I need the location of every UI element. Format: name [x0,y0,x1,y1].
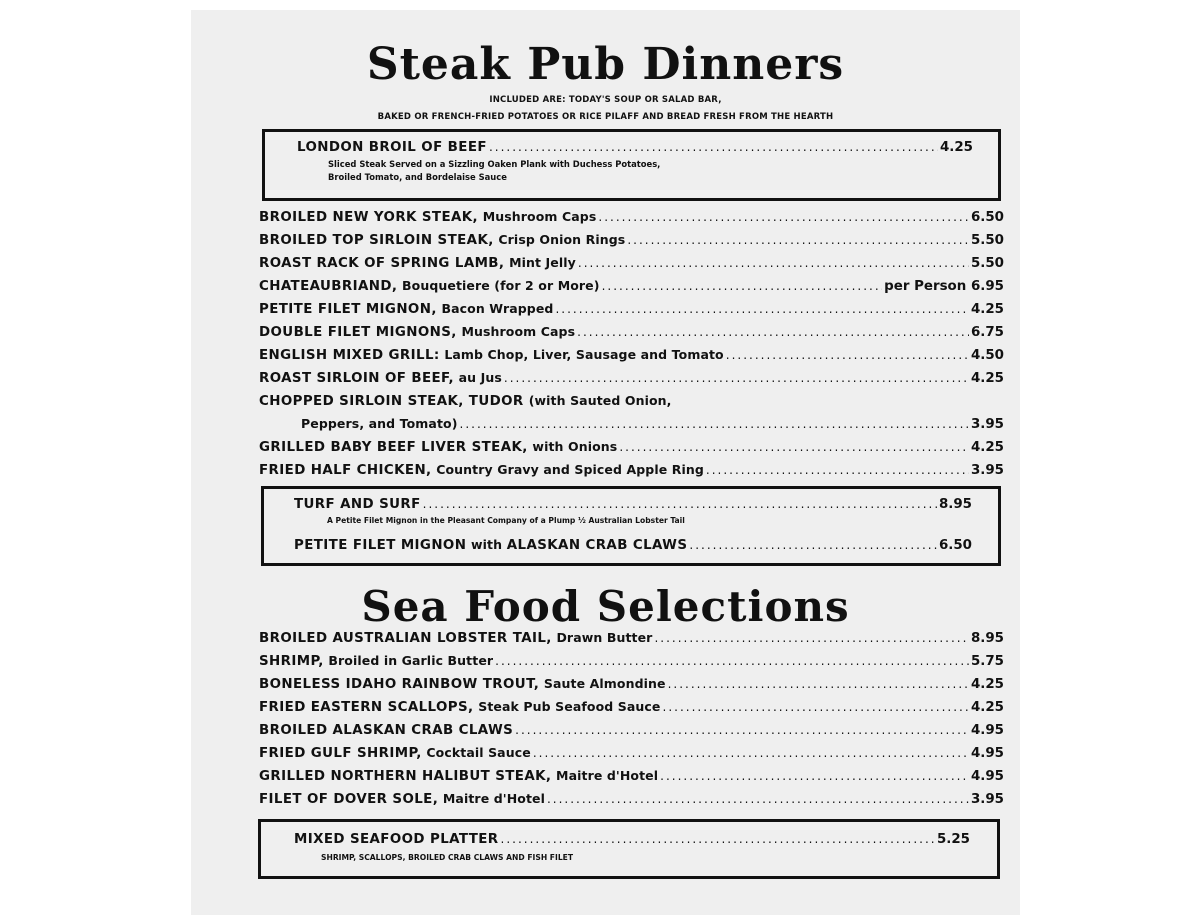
item-desc: Bouquetiere (for 2 or More) [402,278,600,293]
menu-item-first-line [259,391,672,412]
menu-item [259,743,1004,763]
item-price: 4.95 [970,746,1004,761]
item-name: BROILED ALASKAN CRAB CLAWS [259,723,514,738]
item-name: PETITE FILET MIGNON, [259,302,437,317]
item-name: DOUBLE FILET MIGNONS, [259,325,457,340]
item-price: 8.95 [970,631,1004,646]
item-note: A Petite Filet Mignon in the Pleasant Company of a Plump ½ Australian Lobster Tail [327,516,685,525]
item-price: 3.95 [970,792,1004,807]
seafood-section-title: Sea Food Selections [361,582,850,631]
menu-item-mixed-seafood-platter [294,829,970,849]
item-name: CHATEAUBRIAND, [259,279,398,294]
item-name: ROAST SIRLOIN OF BEEF, [259,371,454,386]
leader-dots [668,674,969,694]
leader-dots [423,494,937,514]
leader-dots [501,829,935,849]
menu-item [259,322,1004,342]
item-price: 4.25 [970,700,1004,715]
leader-dots [663,697,969,717]
item-name: GRILLED NORTHERN HALIBUT STEAK, [259,769,552,784]
item-desc: with Onions [532,439,618,454]
item-desc: Saute Almondine [543,676,666,691]
item-name: TURF AND SURF [294,497,421,512]
item-note-line-1: Sliced Steak Served on a Sizzling Oaken Plank with Duchess Potatoes, [328,159,661,169]
featured-seafood-platter-box [258,819,1000,879]
item-name: FRIED HALF CHICKEN, [259,463,432,478]
menu-item [259,651,1004,671]
item-price: 3.95 [970,463,1004,478]
item-desc: Lamb Chop, Liver, Sausage and Tomato [444,347,724,362]
item-price: 4.25 [970,302,1004,317]
item-desc: Bacon Wrapped [441,301,554,316]
leader-dots [460,414,969,434]
menu-item [259,276,1004,296]
item-price: 5.75 [970,654,1004,669]
item-note-line-2: Broiled Tomato, and Bordelaise Sauce [328,172,507,182]
leader-dots [495,651,969,671]
leader-dots [689,535,937,555]
leader-dots [577,322,969,342]
included-line-1: INCLUDED ARE: TODAY'S SOUP OR SALAD BAR, [489,95,722,105]
item-desc: Drawn Butter [556,630,653,645]
leader-dots [555,299,968,319]
item-desc: Broiled in Garlic Butter [328,653,494,668]
item-desc: Country Gravy and Spiced Apple Ring [436,462,704,477]
featured-london-broil-box [262,129,1001,201]
leader-dots [533,743,969,763]
menu-item [259,674,1004,694]
leader-dots [602,276,883,296]
item-price: 4.25 [970,440,1004,455]
item-name-2: ALASKAN CRAB CLAWS [506,538,688,553]
leader-dots [627,230,969,250]
menu-item [259,299,1004,319]
menu-item [259,345,1004,365]
item-desc: Mushroom Caps [461,324,576,339]
item-price: 4.25 [939,140,973,155]
item-price: 4.95 [970,723,1004,738]
menu-item [259,697,1004,717]
item-price: 8.95 [938,497,972,512]
item-desc: Maitre d'Hotel [556,768,659,783]
item-desc: Mushroom Caps [482,209,597,224]
item-price: 4.50 [970,348,1004,363]
item-name: ROAST RACK OF SPRING LAMB, [259,256,505,271]
item-price: 6.50 [938,538,972,553]
menu-page [191,10,1020,915]
item-price: 6.50 [970,210,1004,225]
item-price: 4.95 [970,769,1004,784]
item-desc: (with Sauted Onion, [528,393,672,408]
item-price: 4.25 [970,371,1004,386]
item-desc: with [471,537,503,552]
item-name: BROILED AUSTRALIAN LOBSTER TAIL, [259,631,552,646]
item-price: 3.95 [970,417,1004,432]
item-name: BONELESS IDAHO RAINBOW TROUT, [259,677,540,692]
item-desc: Steak Pub Seafood Sauce [478,699,661,714]
item-name: FRIED GULF SHRIMP, [259,746,422,761]
item-desc: au Jus [458,370,502,385]
item-name: ENGLISH MIXED GRILL: [259,348,440,363]
leader-dots [654,628,969,648]
menu-item [259,789,1004,809]
item-name: FRIED EASTERN SCALLOPS, [259,700,474,715]
item-note: SHRIMP, SCALLOPS, BROILED CRAB CLAWS AND FISH FILET [321,853,574,862]
menu-item [259,253,1004,273]
leader-dots [547,789,969,809]
menu-item [259,207,1004,227]
menu-item [259,720,1004,740]
menu-item [259,460,1004,480]
item-price: 5.50 [970,256,1004,271]
item-name: MIXED SEAFOOD PLATTER [294,832,499,847]
item-name: SHRIMP, [259,654,324,669]
combo-box [261,486,1001,566]
item-name: CHOPPED SIRLOIN STEAK, TUDOR [259,394,524,409]
item-price: 6.75 [970,325,1004,340]
menu-item [259,437,1004,457]
leader-dots [660,766,969,786]
menu-item [259,766,1004,786]
item-price: 5.50 [970,233,1004,248]
included-line-2: BAKED OR FRENCH-FRIED POTATOES OR RICE PILAFF AND BREAD FRESH FROM THE HEARTH [377,112,834,122]
menu-item [259,230,1004,250]
steak-section-title: Steak Pub Dinners [366,39,845,90]
leader-dots [726,345,969,365]
item-name: GRILLED BABY BEEF LIVER STEAK, [259,440,528,455]
leader-dots [598,207,969,227]
item-name: PETITE FILET MIGNON [294,538,467,553]
leader-dots [619,437,969,457]
menu-item [301,414,1004,434]
leader-dots [515,720,969,740]
item-price: 5.25 [936,832,970,847]
item-desc-line-2: Peppers, and Tomato) [301,416,458,431]
leader-dots [706,460,969,480]
item-name: BROILED TOP SIRLOIN STEAK, [259,233,494,248]
item-desc: Cocktail Sauce [426,745,531,760]
item-desc: Mint Jelly [509,255,576,270]
item-price: per Person 6.95 [884,279,1004,294]
menu-item-turf-and-surf [294,494,972,514]
leader-dots [578,253,969,273]
item-desc: Maitre d'Hotel [442,791,545,806]
item-name: BROILED NEW YORK STEAK, [259,210,479,225]
menu-item-filet-crab [294,535,972,555]
menu-item [259,368,1004,388]
item-name: FILET OF DOVER SOLE, [259,792,439,807]
item-desc: Crisp Onion Rings [498,232,626,247]
item-price: 4.25 [970,677,1004,692]
leader-dots [489,137,938,157]
leader-dots [504,368,969,388]
item-name: LONDON BROIL OF BEEF [297,140,487,155]
menu-item [259,628,1004,648]
menu-item-london-broil [297,137,973,157]
